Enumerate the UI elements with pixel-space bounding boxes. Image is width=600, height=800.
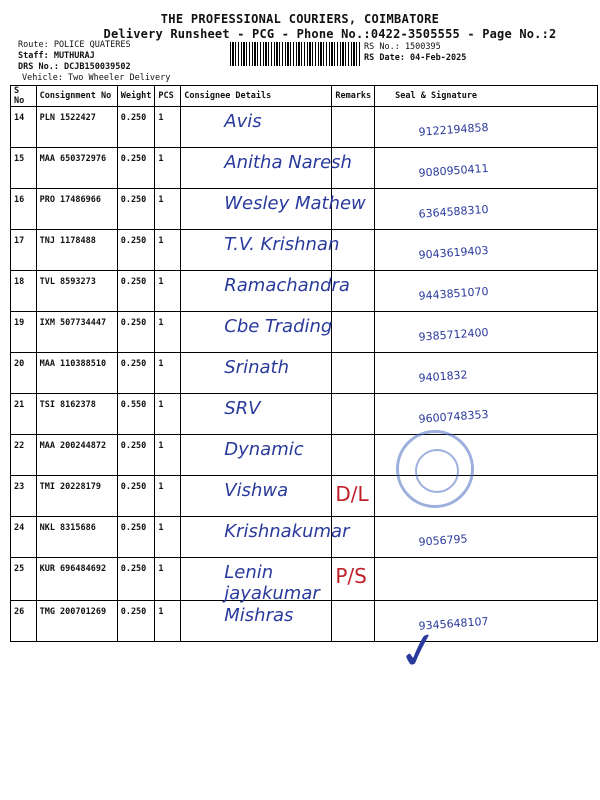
row-weight: 0.250 — [120, 195, 147, 205]
table-row — [11, 107, 598, 148]
rs-date: RS Date: 04-Feb-2025 — [364, 53, 467, 63]
row-sno: 14 — [14, 113, 25, 123]
row-consignee: Wesley Mathew — [224, 193, 366, 214]
runsheet-table — [10, 85, 598, 642]
table-row — [11, 435, 598, 476]
row-signature: 9385712400 — [418, 325, 490, 344]
table-header-row — [11, 86, 598, 107]
row-remarks — [335, 435, 371, 441]
row-signature: 9043619403 — [418, 243, 490, 262]
row-remarks — [335, 353, 371, 359]
col-remarks: Remarks — [332, 86, 375, 107]
row-weight: 0.250 — [120, 523, 147, 533]
row-pcs: 1 — [158, 523, 164, 533]
row-consignment-no: TNJ 1178488 — [39, 236, 96, 246]
row-sno: 17 — [14, 236, 25, 246]
row-sno: 16 — [14, 195, 25, 205]
row-sno: 23 — [14, 482, 25, 492]
row-weight: 0.250 — [120, 277, 147, 287]
table-row — [11, 271, 598, 312]
row-sno: 24 — [14, 523, 25, 533]
row-consignment-no: MAA 110388510 — [39, 359, 107, 369]
row-consignment-no: PRO 17486966 — [39, 195, 101, 205]
row-signature: 9122194858 — [418, 120, 490, 139]
col-seal-signature: Seal & Signature — [375, 86, 598, 107]
row-consignee: Lenin jayakumar — [224, 562, 320, 604]
row-consignee: Mishras — [224, 605, 294, 626]
row-consignment-no: KUR 696484692 — [39, 564, 107, 574]
row-pcs: 1 — [158, 564, 164, 574]
route-info: Route: POLICE QUATERES — [18, 40, 131, 50]
row-consignee: Cbe Trading — [224, 316, 333, 337]
row-consignment-no: TVL 8593273 — [39, 277, 96, 287]
row-weight: 0.250 — [120, 318, 147, 328]
row-signature: 9600748353 — [418, 407, 490, 426]
drs-info: DRS No.: DCJB150039502 — [18, 62, 131, 72]
table-row — [11, 189, 598, 230]
row-signature: 9080950411 — [418, 161, 490, 180]
row-pcs: 1 — [158, 441, 164, 451]
row-consignment-no: MAA 650372976 — [39, 154, 107, 164]
table-row — [11, 558, 598, 601]
row-consignee: T.V. Krishnan — [224, 234, 340, 255]
row-remarks — [335, 230, 371, 236]
row-remarks: P/S — [335, 564, 367, 588]
row-pcs: 1 — [158, 482, 164, 492]
row-remarks: D/L — [335, 482, 369, 506]
row-pcs: 1 — [158, 195, 164, 205]
row-pcs: 1 — [158, 318, 164, 328]
table-row — [11, 601, 598, 642]
row-consignment-no: TMG 200701269 — [39, 607, 107, 617]
row-pcs: 1 — [158, 236, 164, 246]
row-consignee: Krishnakumar — [224, 521, 350, 542]
col-consignment-no: Consignment No — [36, 86, 117, 107]
row-sno: 18 — [14, 277, 25, 287]
row-consignee: Srinath — [224, 357, 289, 378]
barcode — [230, 42, 360, 66]
row-consignment-no: NKL 8315686 — [39, 523, 96, 533]
col-sno: S No — [11, 86, 37, 107]
row-weight: 0.250 — [120, 359, 147, 369]
vehicle-info: Vehicle: Two Wheeler Delivery — [22, 73, 171, 83]
table-row — [11, 312, 598, 353]
row-weight: 0.250 — [120, 482, 147, 492]
staff-info: Staff: MUTHURAJ — [18, 51, 95, 61]
row-consignment-no: TSI 8162378 — [39, 400, 96, 410]
table-row — [11, 230, 598, 271]
runsheet-subtitle: Delivery Runsheet - PCG - Phone No.:0422-3505555 - Page No.:2 — [103, 27, 557, 41]
row-pcs: 1 — [158, 400, 164, 410]
row-weight: 0.250 — [120, 607, 147, 617]
row-weight: 0.250 — [120, 154, 147, 164]
table-row — [11, 476, 598, 517]
row-weight: 0.250 — [120, 441, 147, 451]
row-consignee: Dynamic — [224, 439, 304, 460]
row-remarks — [335, 394, 371, 400]
table-row — [11, 148, 598, 189]
row-sno: 20 — [14, 359, 25, 369]
table-row — [11, 394, 598, 435]
col-pcs: PCS — [155, 86, 181, 107]
row-weight: 0.250 — [120, 236, 147, 246]
row-sno: 19 — [14, 318, 25, 328]
row-remarks — [335, 312, 371, 318]
row-consignment-no: IXM 507734447 — [39, 318, 107, 328]
row-remarks — [335, 107, 371, 113]
row-consignment-no: PLN 1522427 — [39, 113, 96, 123]
row-pcs: 1 — [158, 359, 164, 369]
row-signature: 9056795 — [418, 532, 469, 549]
row-signature: 9345648107 — [418, 614, 490, 633]
row-sno: 22 — [14, 441, 25, 451]
col-weight: Weight — [117, 86, 155, 107]
row-consignee: Vishwa — [224, 480, 289, 501]
row-weight: 0.250 — [120, 113, 147, 123]
row-signature: 9443851070 — [418, 284, 490, 303]
table-row — [11, 353, 598, 394]
row-consignment-no: TMI 20228179 — [39, 482, 101, 492]
row-pcs: 1 — [158, 607, 164, 617]
runsheet-title: THE PROFESSIONAL COURIERS, COIMBATORE — [160, 12, 440, 26]
row-sno: 26 — [14, 607, 25, 617]
row-signature: 6364588310 — [418, 202, 490, 221]
table-row — [11, 517, 598, 558]
checkmark-icon: ✓ — [393, 618, 445, 684]
col-consignee-details: Consignee Details — [181, 86, 332, 107]
row-signature: 9401832 — [418, 368, 469, 385]
row-pcs: 1 — [158, 154, 164, 164]
row-sno: 21 — [14, 400, 25, 410]
row-weight: 0.550 — [120, 400, 147, 410]
row-weight: 0.250 — [120, 564, 147, 574]
row-sno: 25 — [14, 564, 25, 574]
row-consignee: SRV — [224, 398, 261, 419]
row-consignee: Anitha Naresh — [224, 152, 352, 173]
row-pcs: 1 — [158, 113, 164, 123]
row-consignment-no: MAA 200244872 — [39, 441, 107, 451]
company-stamp — [396, 430, 474, 508]
rs-number: RS No.: 1500395 — [364, 42, 441, 52]
row-consignee: Avis — [224, 111, 262, 132]
row-sno: 15 — [14, 154, 25, 164]
row-consignee: Ramachandra — [224, 275, 350, 296]
row-pcs: 1 — [158, 277, 164, 287]
